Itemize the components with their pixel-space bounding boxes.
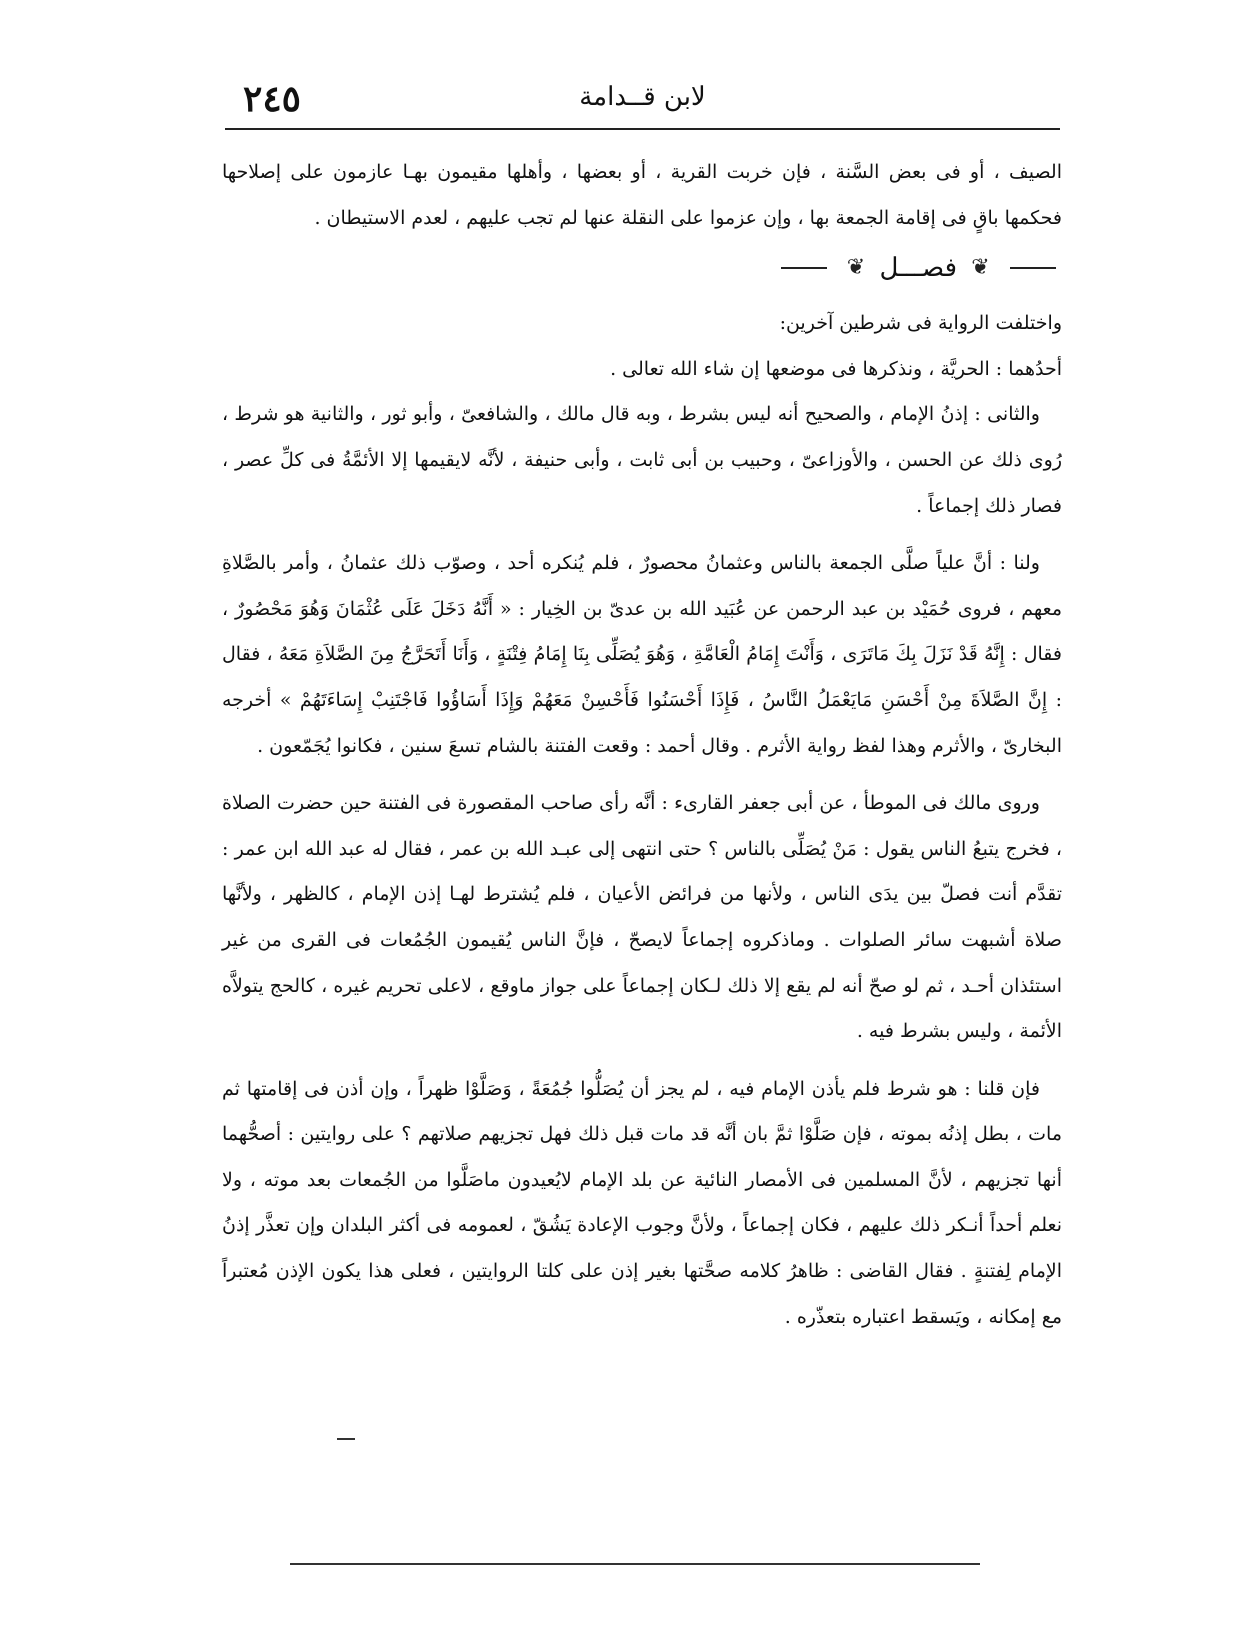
running-title: لابن قــدامة xyxy=(579,82,706,112)
page-number: ٢٤٥ xyxy=(243,78,302,120)
body-text xyxy=(222,150,1062,1352)
ornament-left-icon: ❦ xyxy=(846,255,866,281)
section-heading xyxy=(222,247,1062,287)
ornament-right-icon: ❦ xyxy=(971,255,990,281)
paragraph-1: واختلفت الرواية فى شرطين آخرين: xyxy=(779,312,1062,335)
paragraph-intro: الصيف ، أو فى بعض السَّنة ، فإن خربت القرية ، أو بعضها ، وأهلها مقيمون بهـا عازمون على إصلاحها فحكمها باقٍ فى إقامة الجمعة بها ، وإن عزموا على النقلة عنها لم تجب عليهم ، لعدم الاستيطان . xyxy=(222,161,1062,229)
heading-rule-right xyxy=(1010,267,1056,269)
paragraph-2: أحدُهما : الحريَّة ، ونذكرها فى موضعها إن شاء الله تعالى . xyxy=(610,357,1062,380)
heading-rule-left xyxy=(781,267,827,269)
header-divider xyxy=(225,128,1060,130)
paragraph-3: والثانى : إذنُ الإمام ، والصحيح أنه ليس بشرط ، وبه قال مالك ، والشافعىّ ، وأبو ثور ، والثانية هو شرط ، رُوى ذلك عن الحسن ، والأوزاعىّ ، وحبيب بن أبى ثابت ، وأبى حنيفة ، لأنَّه لايقيمها إلا الأئمَّةُ فى كلِّ عصر ، فصار ذلك إجماعاً . xyxy=(222,403,1062,517)
paragraph-6: فإن قلنا : هو شرط فلم يأذن الإمام فيه ، لم يجز أن يُصَلُّوا جُمُعَةً ، وَصَلَّوْا ظهراً ، وإن أذن فى إقامتها ثم مات ، بطل إذنُه بموته ، فإن صَلَّوْا ثمَّ بان أنَّه قد مات قبل ذلك فهل تجزيهم صلاتهم ؟ على روايتين : أصحُّهما أنها تجزيهم ، لأنَّ المسلمين فى الأمصار النائية عن بلد الإمام لايُعيدون ماصَلَّوا من الجُمعات بعد موته ، ولا نعلم أحداً أنـكر ذلك عليهم ، فكان إجماعاً ، ولأنَّ وجوب الإعادة يَشُقّ ، لعمومه فى أكثر البلدان وإن تعذَّر إذنُ الإمام لِفتنةٍ . فقال القاضى : ظاهرُ كلامه صحَّتها بغير إذن على كلتا الروايتين ، فعلى هذا يكون الإذن مُعتبراً مع إمكانه ، ويَسقط اعتباره بتعذّره . xyxy=(222,1077,1062,1328)
footer-divider xyxy=(290,1563,980,1565)
footer-dash xyxy=(337,1438,355,1440)
section-heading-label: فصـــل xyxy=(879,253,958,284)
paragraph-5: وروى مالك فى الموطأ ، عن أبى جعفر القارىء : أنَّه رأى صاحب المقصورة فى الفتنة حين حضرت الصلاة ، فخرج يتبعُ الناس يقول : مَنْ يُصَلِّى بالناس ؟ حتى انتهى إلى عبـد الله بن عمر ، فقال له عبد الله ابن عمر : تقدَّم أنت فصلّ بين يدَى الناس ، ولأنها من فرائض الأعيان ، فلم يُشترط لهـا إذن الإمام ، كالظهر ، ولأنَّها صلاة أشبهت سائر الصلوات . وماذكروه إجماعاً لايصحّ ، فإنَّ الناس يُقيمون الجُمُعات فى القرى من غير استئذان أحـد ، ثم لو صحّ أنه لم يقع إلا ذلك لـكان إجماعاً على جواز ماوقع ، لاعلى تحريم غيره ، كالحج يتولاَّه الأئمة ، وليس بشرط فيه . xyxy=(222,792,1062,1043)
page-header xyxy=(225,78,1060,128)
paragraph-4: ولنا : أنَّ علياً صلَّى الجمعة بالناس وعثمانُ محصورٌ ، فلم يُنكره أحد ، وصوّب ذلك عثمانُ ، وأمر بالصَّلاةِ معهم ، فروى حُمَيْد بن عبد الرحمن عن عُبَيد الله بن عدىّ بن الخِيار : « أَنَّهُ دَخَلَ عَلَى عُثْمَانَ وَهُوَ مَحْصُورٌ ، فقال : إِنَّهُ قَدْ نَزَلَ بِكَ مَاتَرَى ، وَأَنْتَ إِمَامُ الْعَامَّةِ ، وَهُوَ يُصَلِّى بِنَا إِمَامُ فِتْنَةٍ ، وَأَنَا أَتَحَرَّجُ مِنَ الصَّلاَةِ مَعَهُ ، فقال : إِنَّ الصَّلاَةَ مِنْ أَحْسَنِ مَايَعْمَلُ النَّاسُ ، فَإِذَا أَحْسَنُوا فَأَحْسِنْ مَعَهُمْ وَإِذَا أَسَاؤُوا فَاجْتَنِبْ إِسَاءَتَهُمْ » أخرجه البخارىّ ، والأثرم وهذا لفظ رواية الأثرم . وقال أحمد : وقعت الفتنة بالشام تسعَ سنين ، فكانوا يُجَمّعون . xyxy=(222,552,1062,757)
